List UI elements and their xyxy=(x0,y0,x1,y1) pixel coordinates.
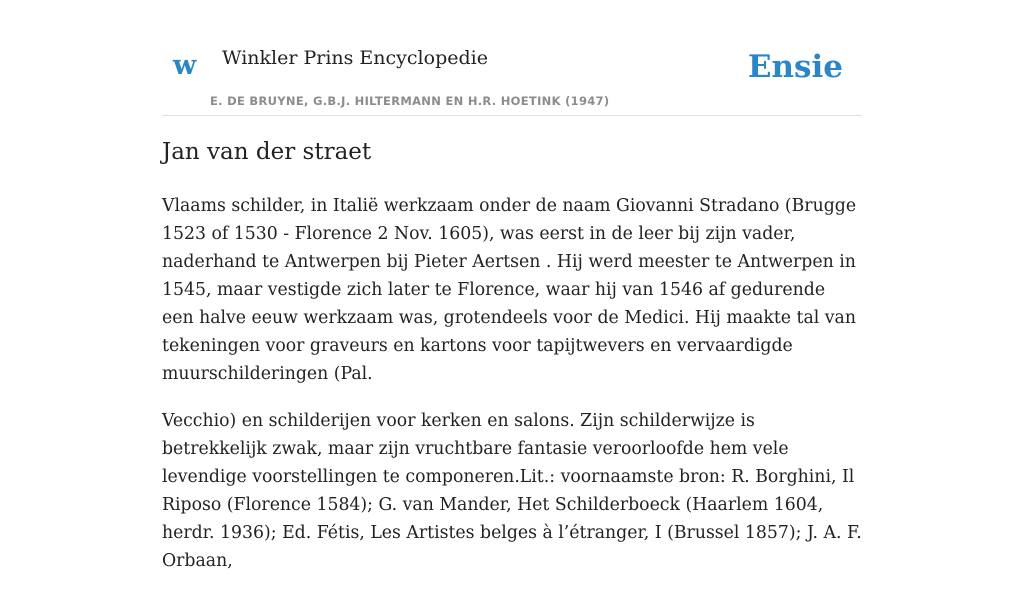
article-paragraph-1: Vlaams schilder, in Italië werkzaam onder de naam Giovanni Stradano (Brugge 1523 of 1530 - Florence 2 Nov. 1605), was eerst in de leer bij zijn vader, naderhand te Antwerpen bij Pieter Aertsen . Hij werd meester te Antwerpen in 1545, maar vestigde zich later te Florence, waar hij van 1546 af gedurende een halve eeuw werkzaam was, grotendeels voor de Medici. Hij maakte tal van tekeningen voor graveurs en kartons voor tapijtwevers en vervaardigde muurschilderingen (Pal. xyxy=(162,196,857,384)
publication-authors: E. DE BRUYNE, G.B.J. HILTERMANN EN H.R. HOETINK (1947) xyxy=(210,94,610,108)
article-paragraph-2: Vecchio) en schilderijen voor kerken en salons. Zijn schilderwijze is betrekkelijk zwak, maar zijn vruchtbare fantasie veroorloofde hem vele levendige voorstellingen te componeren.Lit.: voornaamste bron: R. Borghini, Il Riposo (Florence 1584); G. van Mander, Het Schilderboeck (Haarlem 1604, herdr. 1936); Ed. Fétis, Les Artistes belges à l’étranger, I (Brussel 1857); J. A. F. Orbaan, xyxy=(162,411,862,571)
article-title: Jan van der straet xyxy=(162,139,372,165)
site-header xyxy=(162,40,862,116)
ensie-logo[interactable]: Ensie xyxy=(747,49,843,85)
publication-title[interactable]: Winkler Prins Encyclopedie xyxy=(222,47,488,69)
winkler-prins-logo[interactable]: w xyxy=(173,50,197,81)
article-body xyxy=(162,192,862,594)
